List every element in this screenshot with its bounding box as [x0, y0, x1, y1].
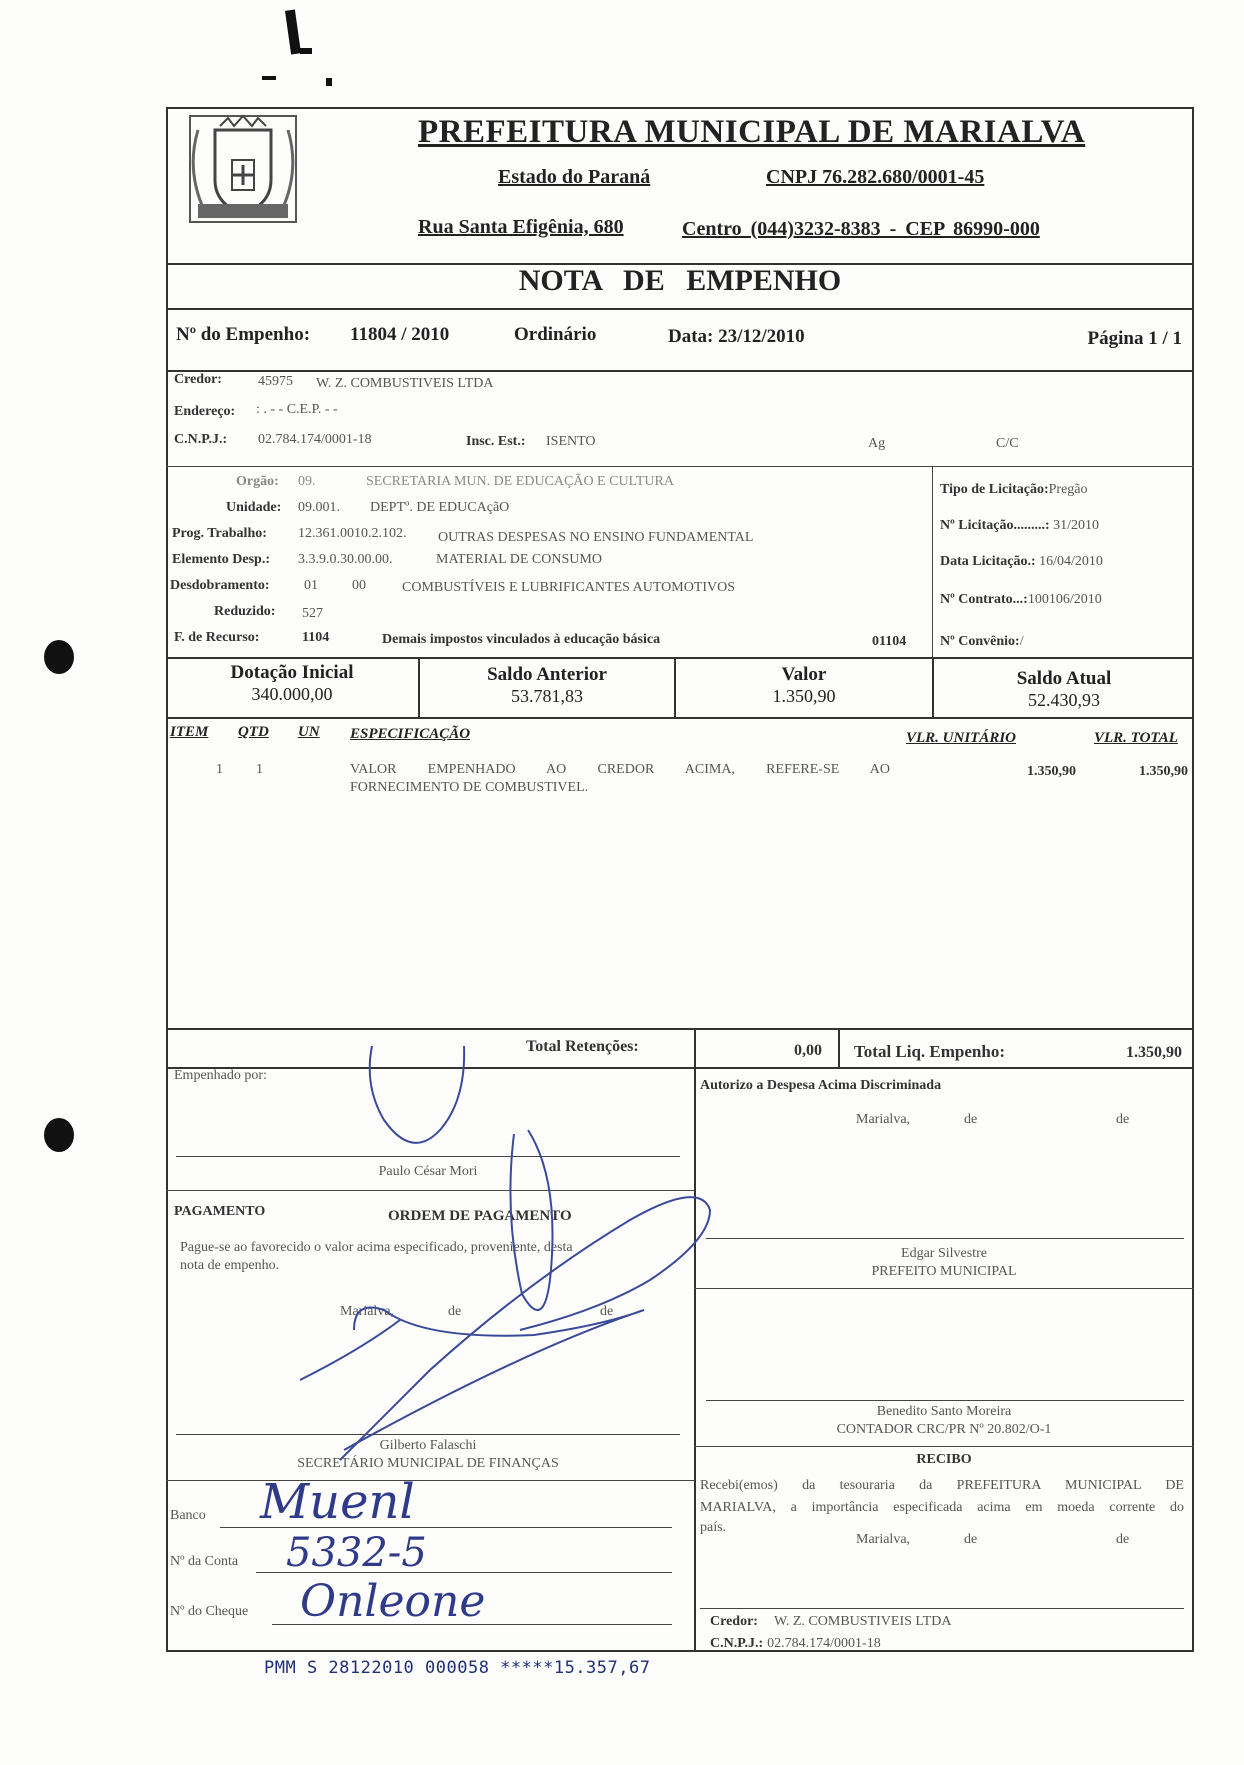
licitacao-tipo-value: Pregão — [1048, 482, 1088, 497]
divider — [166, 308, 1194, 310]
pagamento-label: PAGAMENTO — [174, 1204, 266, 1219]
prog-label: Prog. Trabalho: — [172, 526, 267, 541]
credor-label: Credor: — [174, 372, 222, 387]
empenhado-por-name: Paulo César Mori — [378, 1164, 478, 1179]
saldo-label: Dotação Inicial — [230, 662, 354, 683]
recibo-text-line2: MARIALVA, a importância especificada acima em moeda corrente do — [700, 1500, 1184, 1515]
col-header-un: UN — [298, 724, 320, 740]
punch-hole-bottom — [44, 1118, 74, 1152]
scan-mark — [285, 10, 301, 55]
pagamento-de1: de — [448, 1304, 462, 1319]
prefeito-title: PREFEITO MUNICIPAL — [871, 1264, 1017, 1279]
desdobramento-label: Desdobramento: — [170, 578, 270, 593]
licitacao-contrato — [940, 592, 1102, 608]
ag-label: Ag — [868, 436, 886, 451]
signature-line — [700, 1608, 1184, 1609]
desdobramento-name: COMBUSTÍVEIS E LUBRIFICANTES AUTOMOTIVOS — [402, 580, 736, 595]
divider — [166, 1190, 694, 1191]
municipality-title: PREFEITURA MUNICIPAL DE MARIALVA — [418, 114, 1086, 150]
licitacao-tipo — [940, 482, 1088, 498]
divider — [166, 466, 1194, 467]
contador-title: CONTADOR CRC/PR Nº 20.802/O-1 — [836, 1422, 1052, 1437]
licitacao-numero-label: Nº Licitação.........: — [940, 518, 1050, 533]
saldo-label: Saldo Atual — [1016, 668, 1112, 689]
recibo-cnpj-label: C.N.P.J.: — [710, 1636, 764, 1651]
signature-line — [176, 1156, 680, 1157]
divider — [166, 717, 1194, 719]
coat-of-arms-logo — [170, 110, 316, 236]
col-header-qtd: QTD — [238, 724, 269, 740]
credor-code: 45975 — [258, 374, 293, 389]
autorizo-city: Marialva, — [856, 1112, 911, 1127]
licitacao-data — [940, 554, 1103, 570]
divider — [694, 1028, 696, 1068]
saldo-dotacao-inicial — [166, 662, 418, 705]
cnpj-label: C.N.P.J.: — [174, 432, 228, 447]
autorizo-de1: de — [964, 1112, 978, 1127]
item-vlr-total: 1.350,90 — [1139, 764, 1188, 779]
item-qtd: 1 — [256, 762, 263, 777]
signature-line — [706, 1400, 1184, 1401]
punch-hole-top — [44, 640, 74, 674]
pagamento-city: Marialva, — [340, 1304, 395, 1319]
prog-code: 12.361.0010.2.102. — [298, 526, 407, 541]
divider — [694, 1288, 1194, 1289]
empenho-label: Nº do Empenho: — [176, 324, 311, 345]
recibo-text-line3: país. — [700, 1520, 727, 1535]
saldo-value: 340.000,00 — [251, 684, 333, 704]
recibo-text-line1: Recebi(emos) da tesouraria da PREFEITURA MUNICIPAL DE — [700, 1478, 1184, 1493]
endereco-label: Endereço: — [174, 404, 236, 419]
orgao-code: 09. — [298, 474, 316, 489]
document-title: NOTA DE EMPENHO — [518, 264, 842, 297]
divider — [932, 466, 933, 658]
elemento-code: 3.3.9.0.30.00.00. — [298, 552, 393, 567]
header-cnpj: CNPJ 76.282.680/0001-45 — [766, 166, 985, 188]
licitacao-data-label: Data Licitação.: — [940, 554, 1036, 569]
insc-value: ISENTO — [546, 434, 596, 449]
divider — [166, 657, 1194, 659]
licitacao-numero-value: 31/2010 — [1053, 518, 1099, 533]
licitacao-convenio-label: Nº Convênio: — [940, 634, 1020, 649]
col-header-vlr-unitario: VLR. UNITÁRIO — [906, 730, 1017, 746]
cc-label: C/C — [996, 436, 1019, 451]
elemento-label: Elemento Desp.: — [172, 552, 270, 567]
recurso-code2: 01104 — [872, 634, 907, 649]
saldo-value: 1.350,90 — [772, 686, 836, 706]
saldo-value: 53.781,83 — [511, 686, 583, 706]
secretario-name: Gilberto Falaschi — [379, 1438, 477, 1453]
item-especificacao-line1: VALOR EMPENHADO AO CREDOR ACIMA, REFERE-SE AO — [350, 762, 890, 777]
saldo-anterior — [420, 664, 674, 707]
divider — [166, 1028, 1194, 1030]
licitacao-contrato-value: 100106/2010 — [1027, 592, 1102, 607]
empenho-date: Data: 23/12/2010 — [668, 326, 805, 347]
scan-mark — [326, 78, 332, 86]
total-retencoes-label: Total Retenções: — [526, 1038, 639, 1055]
divider — [166, 1480, 694, 1481]
col-header-especificacao: ESPECIFICAÇÃO — [350, 726, 471, 742]
conta-label: Nº da Conta — [170, 1554, 239, 1569]
unidade-label: Unidade: — [226, 500, 282, 515]
state-name: Estado do Paraná — [498, 166, 651, 188]
elemento-name: MATERIAL DE CONSUMO — [436, 552, 602, 567]
secretario-title: SECRETÁRIO MUNICIPAL DE FINANÇAS — [297, 1456, 559, 1471]
signature-line — [176, 1434, 680, 1435]
autorizo-title: Autorizo a Despesa Acima Discriminada — [700, 1078, 942, 1093]
saldo-atual — [934, 668, 1194, 711]
scan-mark — [262, 76, 276, 80]
recibo-cnpj-value: 02.784.174/0001-18 — [767, 1636, 881, 1651]
licitacao-convenio-value: / — [1019, 634, 1024, 649]
empenho-number: 11804 / 2010 — [350, 324, 450, 345]
saldo-valor — [676, 664, 932, 707]
empenho-type: Ordinário — [514, 324, 597, 345]
street-address: Rua Santa Efigênia, 680 — [418, 216, 624, 238]
divider — [838, 1028, 840, 1068]
item-especificacao-line2: FORNECIMENTO DE COMBUSTIVEL. — [350, 780, 589, 795]
saldo-label: Valor — [781, 664, 827, 685]
scan-mark — [300, 48, 312, 54]
total-liq-label: Total Liq. Empenho: — [854, 1042, 1005, 1061]
cheque-label: Nº do Cheque — [170, 1604, 249, 1619]
recurso-name: Demais impostos vinculados à educação básica — [382, 632, 661, 647]
recibo-credor — [710, 1612, 951, 1630]
item-number: 1 — [216, 762, 223, 777]
reduzido-label: Reduzido: — [214, 604, 276, 619]
licitacao-data-value: 16/04/2010 — [1039, 554, 1103, 569]
table-row — [166, 756, 1194, 800]
ordem-pagamento-label: ORDEM DE PAGAMENTO — [388, 1208, 572, 1224]
payment-stamp: PMM S 28122010 000058 *****15.357,67 — [264, 1658, 651, 1678]
cnpj-value: 02.784.174/0001-18 — [258, 432, 372, 447]
col-header-vlr-total: VLR. TOTAL — [1094, 730, 1178, 746]
prefeito-name: Edgar Silvestre — [901, 1246, 987, 1261]
empenhado-por-label: Empenhado por: — [174, 1068, 267, 1083]
contador-name: Benedito Santo Moreira — [876, 1404, 1012, 1419]
page-number: Página 1 / 1 — [1087, 328, 1182, 349]
recibo-de1: de — [964, 1532, 978, 1547]
insc-label: Insc. Est.: — [466, 434, 526, 449]
endereco-value: : . - - C.E.P. - - — [256, 402, 338, 417]
recibo-de2: de — [1116, 1532, 1130, 1547]
recibo-city: Marialva, — [856, 1532, 911, 1547]
banco-label: Banco — [170, 1508, 206, 1523]
reduzido-value: 527 — [302, 606, 323, 621]
conta-handwritten: 5332-5 — [286, 1530, 427, 1576]
unidade-code: 09.001. — [298, 500, 340, 515]
recurso-label: F. de Recurso: — [174, 630, 260, 645]
recurso-code: 1104 — [302, 630, 330, 645]
licitacao-convenio — [940, 634, 1024, 650]
total-liq-value: 1.350,90 — [1126, 1044, 1182, 1061]
saldo-value: 52.430,93 — [1028, 690, 1100, 710]
divider — [166, 370, 1194, 372]
recibo-title: RECIBO — [916, 1452, 972, 1467]
licitacao-numero — [940, 518, 1099, 534]
banco-handwritten: Muenl — [260, 1474, 415, 1530]
signature-line — [706, 1238, 1184, 1239]
total-retencoes-value: 0,00 — [794, 1042, 822, 1059]
divider — [694, 1067, 696, 1652]
orgao-name: SECRETARIA MUN. DE EDUCAÇÃO E CULTURA — [366, 474, 674, 489]
pagamento-de2: de — [600, 1304, 614, 1319]
licitacao-tipo-label: Tipo de Licitação: — [940, 482, 1049, 497]
cheque-handwritten: Onleone — [300, 1576, 486, 1627]
pagamento-text-line1: Pague-se ao favorecido o valor acima especificado, proveniente, desta — [180, 1240, 573, 1255]
orgao-label: Orgão: — [236, 474, 279, 489]
recibo-credor-label: Credor: — [710, 1614, 758, 1629]
item-vlr-unitario: 1.350,90 — [1027, 764, 1076, 779]
pagamento-text-line2: nota de empenho. — [180, 1258, 280, 1273]
autorizo-de2: de — [1116, 1112, 1130, 1127]
licitacao-contrato-label: Nº Contrato...: — [940, 592, 1028, 607]
prog-name: OUTRAS DESPESAS NO ENSINO FUNDAMENTAL — [438, 530, 754, 545]
saldo-label: Saldo Anterior — [487, 664, 607, 685]
desdobramento-code2: 00 — [352, 578, 366, 593]
unidade-name: DEPTº. DE EDUCAçãO — [370, 500, 510, 515]
recibo-cnpj — [710, 1634, 881, 1652]
credor-name: W. Z. COMBUSTIVEIS LTDA — [316, 376, 494, 391]
recibo-credor-value: W. Z. COMBUSTIVEIS LTDA — [773, 1614, 952, 1629]
desdobramento-code1: 01 — [304, 578, 318, 593]
col-header-item: ITEM — [170, 724, 209, 740]
divider — [694, 1446, 1194, 1447]
address-contact: Centro (044)3232-8383 - CEP 86990-000 — [682, 218, 1040, 240]
divider — [166, 1067, 1194, 1069]
